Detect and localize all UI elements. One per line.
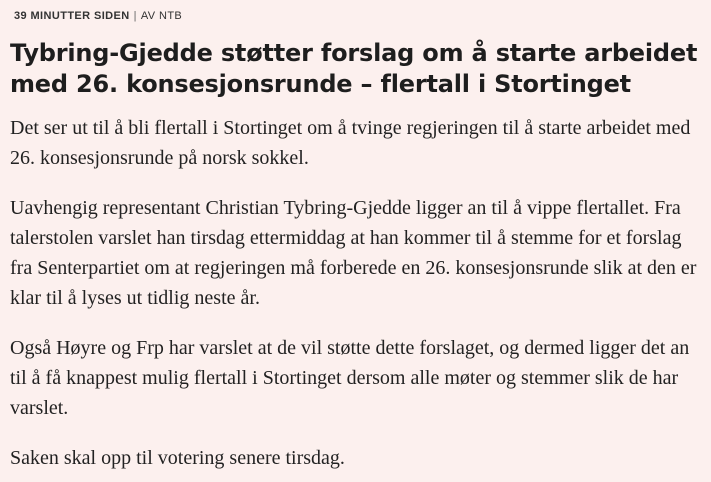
article-source: AV NTB: [140, 10, 183, 22]
article-paragraph: Det ser ut til å bli flertall i Stortinget om å tvinge regjeringen til å starte arbeidet med 26. konsesjonsrunde på norsk sokkel.: [10, 117, 691, 169]
article-meta: [14, 10, 182, 22]
meta-separator: |: [133, 10, 137, 22]
article-headline: Tybring-Gjedde støtter forslag om å starte arbeidet med 26. konsesjonsrunde – flertall i Stortinget: [10, 39, 698, 98]
article-body: [10, 113, 698, 482]
article-paragraph: Også Høyre og Frp har varslet at de vil støtte dette forslaget, og dermed ligger det an til å få knappest mulig flertall i Stortinget dersom alle møter og stemmer slik de har varslet.: [10, 337, 690, 419]
article-paragraph: Saken skal opp til votering senere tirsdag.: [10, 447, 345, 469]
published-time: 39 MINUTTER SIDEN: [14, 10, 130, 22]
article-paragraph: Uavhengig representant Christian Tybring-Gjedde ligger an til å vippe flertallet. Fra talerstolen varslet han tirsdag ettermiddag at han kommer til å stemme for et forslag fra Senterpartiet om at regjeringen må forberede en 26. konsesjonsrunde slik at den er klar til å lyses ut tidlig neste år.: [10, 197, 697, 309]
